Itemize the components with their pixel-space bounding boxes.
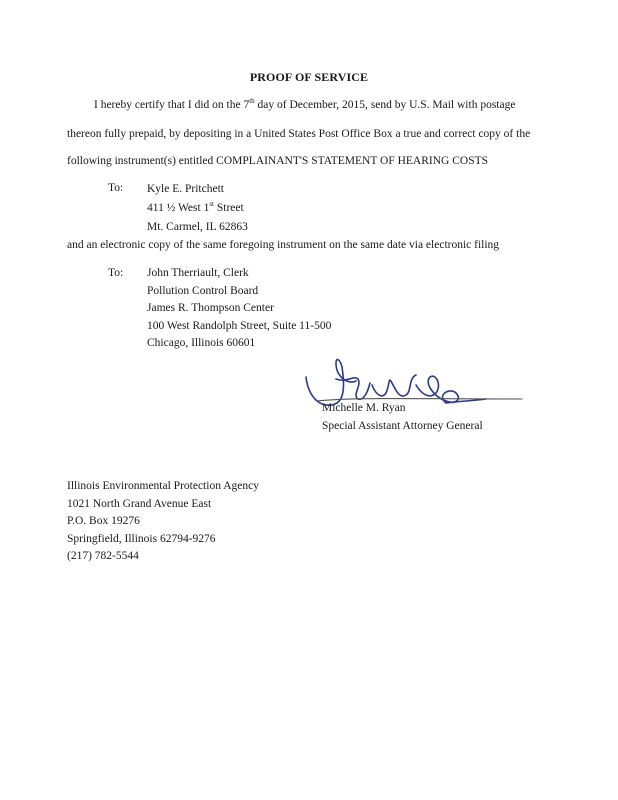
page-title: PROOF OF SERVICE [249,70,369,84]
recipient2-address [147,265,331,353]
recipient2-line: James R. Thompson Center [147,302,274,314]
recipient1-street: 411 ½ West 1st Street [147,200,244,214]
agency-address [67,478,259,566]
certification-line-2: thereon fully prepaid, by depositing in a United States Post Office Box a true and correct copy of the [67,128,531,140]
agency-line: Illinois Environmental Protection Agency [67,480,259,492]
recipient1-address [147,180,248,237]
recipient1-name: Kyle E. Pritchett [147,183,224,195]
recipient1-city: Mt. Carmel, IL 62863 [147,221,248,233]
recipient2-to-label: To: [108,267,124,279]
day-ordinal-suffix: th [249,97,255,106]
recipient2-line: John Therriault, Clerk [147,267,249,279]
agency-line: (217) 782-5544 [67,550,139,562]
recipient2-line: 100 West Randolph Street, Suite 11-500 [147,319,332,332]
agency-line: P.O. Box 19276 [67,515,140,527]
recipient2-line: Chicago, Illinois 60601 [147,337,256,349]
signer-title: Special Assistant Attorney General [322,420,483,432]
recipient1-to-label: To: [108,182,124,194]
certification-line-1: I hereby certify that I did on the 7th day of December, 2015, send by U.S. Mail with postage [94,97,516,111]
agency-line: 1021 North Grand Avenue East [67,497,212,510]
recipient2-line: Pollution Control Board [147,284,259,297]
electronic-filing-note: and an electronic copy of the same foregoing instrument on the same date via electronic filing [67,239,500,251]
agency-line: Springfield, Illinois 62794-9276 [67,532,216,545]
certification-line-3: following instrument(s) entitled COMPLAINANT'S STATEMENT OF HEARING COSTS [67,155,489,167]
signer-name: Michelle M. Ryan [322,402,406,414]
